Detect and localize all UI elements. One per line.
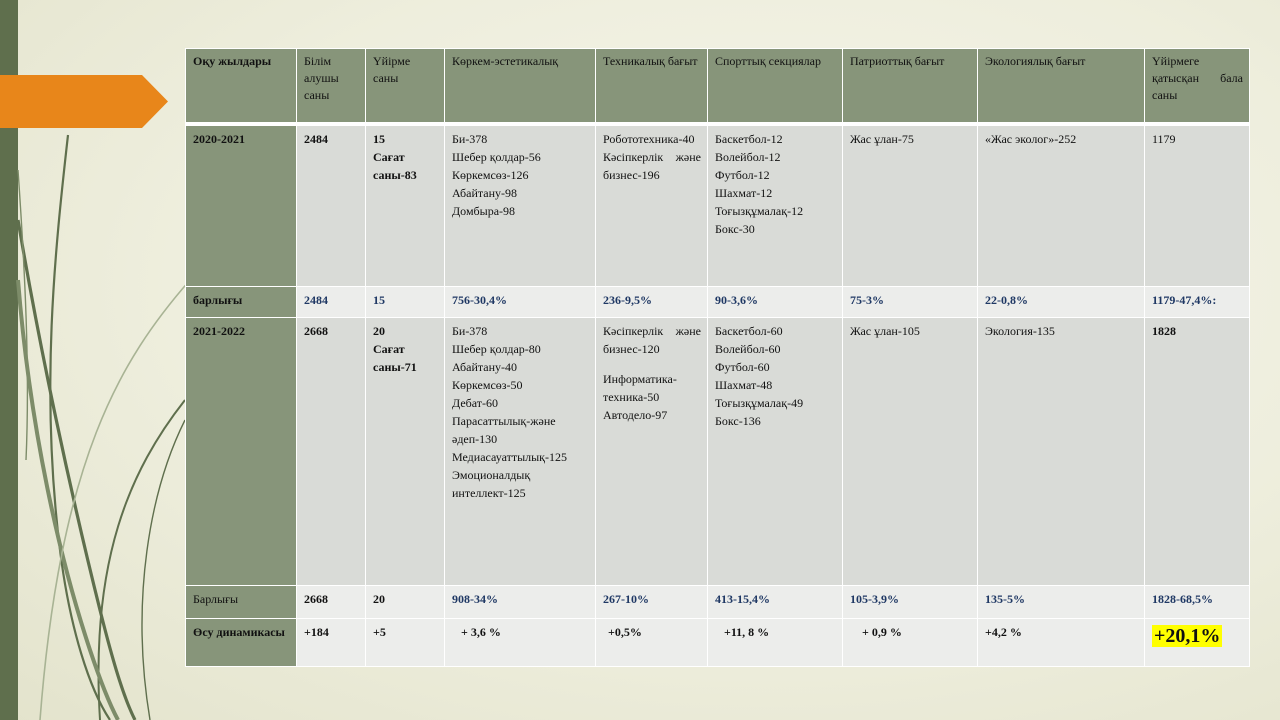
list-item: Баскетбол-60	[715, 323, 783, 338]
table-header-row	[186, 49, 1250, 125]
header-students: Білім алушы саны	[297, 49, 366, 125]
list-item: Шебер қолдар-80	[452, 341, 541, 356]
header-patriot: Патриоттық бағыт	[843, 49, 978, 125]
list-item: Абайтану-98	[452, 186, 518, 200]
art-cell	[445, 124, 596, 286]
spacer	[603, 358, 701, 370]
list-item: Бокс-30	[715, 222, 755, 236]
sum-art: 908-34%	[445, 585, 596, 618]
sum-label: барлығы	[186, 286, 297, 317]
sum-sport: 90-3,6%	[708, 286, 843, 317]
header-total: Үйірмеге қатысқан бала саны	[1145, 49, 1250, 125]
list-item: Би-378	[452, 132, 488, 146]
sum-art: 756-30,4%	[445, 286, 596, 317]
list-item: Футбол-12	[715, 168, 770, 182]
list-item: Шебер қолдар-56	[452, 150, 541, 164]
sum-tech: 267-10%	[596, 585, 708, 618]
patriot-cell: Жас ұлан-105	[843, 317, 978, 585]
table-row-sum-2021	[186, 585, 1250, 618]
header-art: Көркем-эстетикалық	[445, 49, 596, 125]
tech-cell	[596, 317, 708, 585]
clubs-cell	[366, 124, 445, 286]
list-item: Кәсіпкерлік және бизнес-120	[603, 323, 701, 356]
year-cell: 2020-2021	[186, 124, 297, 286]
header-sport: Спорттық секциялар	[708, 49, 843, 125]
growth-students: +184	[297, 618, 366, 666]
list-item: Би-378	[452, 323, 488, 338]
clubs-count: 15	[373, 132, 385, 146]
year-cell: 2021-2022	[186, 317, 297, 585]
list-item: Дебат-60	[452, 395, 499, 410]
list-item: Парасаттылық-және әдеп-130	[452, 413, 556, 446]
growth-label: Өсу динамикасы	[186, 618, 297, 666]
list-item: Баскетбол-12	[715, 132, 783, 146]
header-years: Оқу жылдары	[186, 49, 297, 125]
list-item: Эмоционалдық интеллект-125	[452, 467, 531, 500]
list-item: Көркемсөз-126	[452, 168, 529, 182]
sum-patriot: 75-3%	[843, 286, 978, 317]
sum-patriot: 105-3,9%	[843, 585, 978, 618]
table-row-sum-2020	[186, 286, 1250, 317]
art-cell	[445, 317, 596, 585]
sum-sport: 413-15,4%	[708, 585, 843, 618]
sum-total: 1179-47,4%:	[1145, 286, 1250, 317]
sport-cell	[708, 124, 843, 286]
total-cell: 1179	[1145, 124, 1250, 286]
list-item: Абайтану-40	[452, 359, 518, 374]
grass-decoration	[0, 130, 200, 720]
tech-cell	[596, 124, 708, 286]
eco-cell: «Жас эколог»-252	[978, 124, 1145, 286]
sum-total: 1828-68,5%	[1145, 585, 1250, 618]
sum-clubs: 15	[366, 286, 445, 317]
patriot-cell: Жас ұлан-75	[843, 124, 978, 286]
list-item: Волейбол-12	[715, 150, 781, 164]
list-item: Информатика-техника-50	[603, 371, 677, 404]
orange-arrow-shape	[0, 75, 168, 128]
header-eco: Экологиялық бағыт	[978, 49, 1145, 125]
growth-total-cell	[1145, 618, 1250, 666]
sum-eco: 135-5%	[978, 585, 1145, 618]
sum-students: 2484	[297, 286, 366, 317]
list-item: Бокс-136	[715, 413, 761, 428]
growth-patriot: + 0,9 %	[843, 618, 978, 666]
students-cell: 2668	[297, 317, 366, 585]
list-item: Тоғызқұмалақ-12	[715, 204, 804, 218]
sum-clubs: 20	[366, 585, 445, 618]
table-row-2020	[186, 124, 1250, 286]
table-row-2021	[186, 317, 1250, 585]
students-cell: 2484	[297, 124, 366, 286]
list-item: Футбол-60	[715, 359, 770, 374]
growth-total-highlight: +20,1%	[1154, 624, 1221, 647]
clubs-hours: Сағат саны-83	[373, 150, 417, 182]
growth-tech: +0,5%	[596, 618, 708, 666]
sport-cell	[708, 317, 843, 585]
growth-art: + 3,6 %	[445, 618, 596, 666]
clubs-cell	[366, 317, 445, 585]
sum-eco: 22-0,8%	[978, 286, 1145, 317]
list-item: Домбыра-98	[452, 204, 516, 218]
sum-students: 2668	[297, 585, 366, 618]
sum-label: Барлығы	[186, 585, 297, 618]
stats-table	[185, 48, 1250, 667]
list-item: Медиасауаттылық-125	[452, 449, 568, 464]
list-item: Шахмат-48	[715, 377, 773, 392]
growth-sport: +11, 8 %	[708, 618, 843, 666]
table-row-growth	[186, 618, 1250, 666]
stats-table-wrapper	[185, 48, 1249, 667]
list-item: Волейбол-60	[715, 341, 781, 356]
clubs-count: 20	[373, 323, 385, 338]
clubs-hours: Сағат саны-71	[373, 341, 417, 374]
list-item: Көркемсөз-50	[452, 377, 523, 392]
header-clubs: Үйірме саны	[366, 49, 445, 125]
header-tech: Техникалық бағыт	[596, 49, 708, 125]
list-item: Шахмат-12	[715, 186, 773, 200]
list-item: Тоғызқұмалақ-49	[715, 395, 804, 410]
eco-cell: Экология-135	[978, 317, 1145, 585]
list-item: Кәсіпкерлік және бизнес-196	[603, 150, 701, 182]
sum-tech: 236-9,5%	[596, 286, 708, 317]
list-item: Робототехника-40	[603, 132, 695, 146]
growth-clubs: +5	[366, 618, 445, 666]
total-cell: 1828	[1145, 317, 1250, 585]
growth-eco: +4,2 %	[978, 618, 1145, 666]
list-item: Автодело-97	[603, 407, 668, 422]
